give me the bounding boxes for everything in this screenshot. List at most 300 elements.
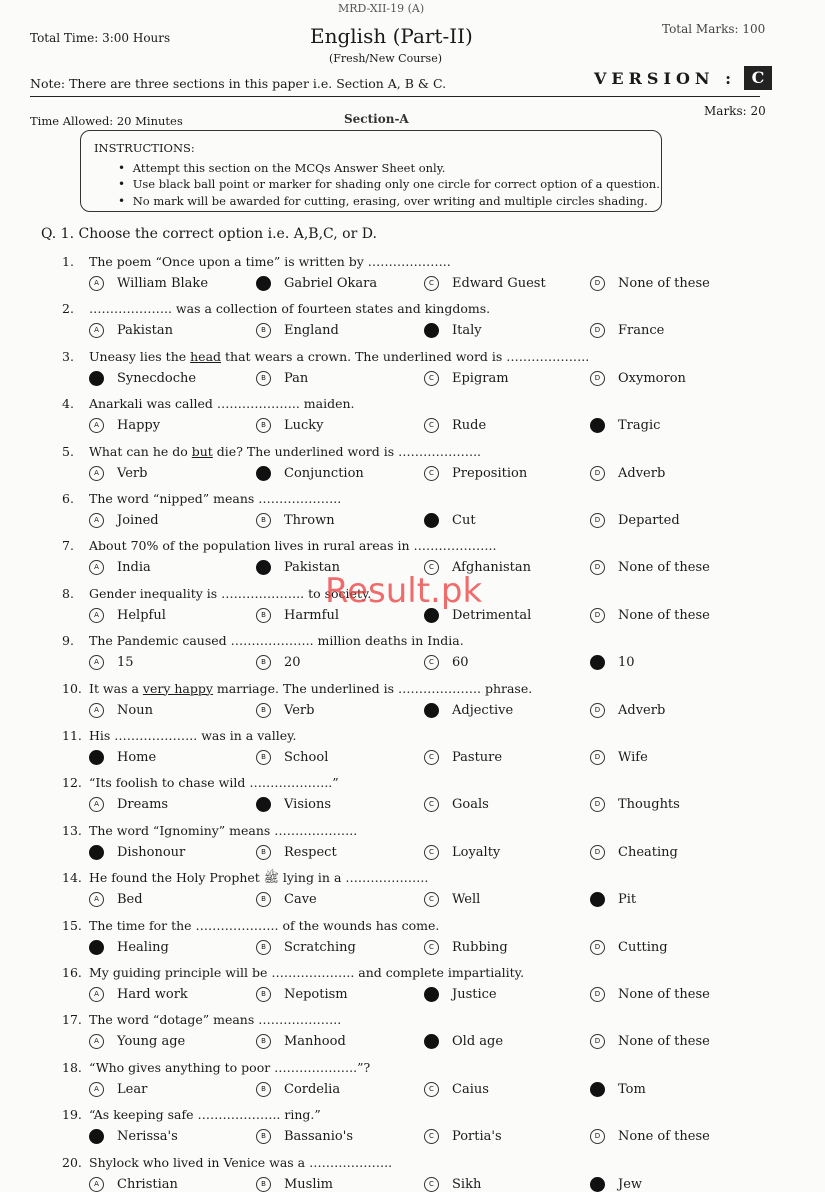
option-b — [256, 845, 337, 860]
question-text — [89, 444, 481, 459]
option-d — [590, 1129, 710, 1144]
option-label: Tom — [618, 1081, 646, 1097]
bubble-icon: B — [256, 940, 271, 955]
option-b — [256, 703, 314, 718]
filled-bubble-icon: C — [424, 1034, 439, 1049]
option-d — [590, 987, 710, 1002]
option-a — [89, 608, 166, 623]
option-label: Cordelia — [284, 1081, 341, 1097]
bubble-icon: D — [590, 1034, 605, 1049]
question-number: 12. — [62, 775, 82, 791]
question-text — [89, 491, 341, 506]
option-label: Oxymoron — [618, 370, 686, 386]
option-a — [89, 560, 151, 575]
filled-bubble-icon: D — [590, 892, 605, 907]
option-d — [590, 560, 710, 575]
bubble-icon: C — [424, 1177, 439, 1192]
instruction-line: • Use black ball point or marker for shading only one circle for correct option of a question. — [118, 177, 660, 191]
bubble-icon: A — [89, 987, 104, 1002]
option-label: Adverb — [618, 465, 666, 481]
option-label: Verb — [284, 702, 315, 718]
option-c — [424, 845, 500, 860]
question-text — [89, 301, 490, 316]
bubble-icon: A — [89, 655, 104, 670]
option-label: Rude — [452, 418, 487, 434]
option-label: Cheating — [618, 844, 678, 860]
option-c — [424, 987, 497, 1002]
option-label: Portia's — [452, 1129, 502, 1145]
option-b — [256, 987, 348, 1002]
option-a — [89, 276, 208, 291]
option-label: Preposition — [452, 465, 528, 481]
question-text-part: “Its foolish to chase wild ………………..” — [89, 775, 339, 791]
option-a — [89, 845, 185, 860]
question-text — [89, 633, 464, 648]
bubble-icon: C — [424, 892, 439, 907]
option-label: Departed — [618, 513, 680, 528]
bubble-icon: C — [424, 655, 439, 670]
option-label: None of these — [618, 987, 710, 1002]
question-number: 10. — [62, 680, 82, 696]
bubble-icon: A — [89, 797, 104, 812]
option-label: Manhood — [284, 1034, 346, 1050]
option-label: Adjective — [452, 702, 514, 718]
question-text — [89, 1155, 392, 1170]
option-label: Home — [117, 750, 157, 765]
bubble-icon: D — [590, 466, 605, 481]
option-label: None of these — [618, 560, 710, 576]
instruction-line: • No mark will be awarded for cutting, erasing, over writing and multiple circles shading. — [118, 194, 648, 208]
bubble-icon: C — [424, 1129, 439, 1144]
question-text — [89, 870, 428, 889]
option-c — [424, 418, 486, 433]
question-text-part: Anarkali was called ……………….. maiden. — [89, 396, 355, 412]
option-label: Muslim — [284, 1176, 333, 1192]
option-c — [424, 797, 489, 812]
question-text-part: Uneasy lies the — [89, 348, 191, 364]
option-a — [89, 1034, 185, 1049]
option-label: School — [284, 750, 329, 765]
option-label: Nepotism — [284, 987, 348, 1002]
bubble-icon: D — [590, 323, 605, 338]
option-label: Lear — [117, 1081, 148, 1097]
filled-bubble-icon: A — [89, 750, 104, 765]
filled-bubble-icon: D — [590, 418, 605, 433]
bubble-icon: B — [256, 371, 271, 386]
bubble-icon: D — [590, 371, 605, 386]
course-label: (Fresh/New Course) — [329, 52, 443, 65]
option-label: Pan — [284, 370, 309, 386]
bubble-icon: B — [256, 655, 271, 670]
option-a — [89, 1129, 178, 1144]
option-label: Helpful — [117, 607, 166, 623]
bubble-icon: A — [89, 323, 104, 338]
question-number: 16. — [62, 965, 82, 980]
question-text — [89, 1107, 321, 1122]
option-a — [89, 892, 143, 907]
option-label: Healing — [117, 939, 169, 955]
question-text — [89, 396, 355, 411]
filled-bubble-icon: C — [424, 323, 439, 338]
option-a — [89, 418, 160, 433]
question-text — [89, 728, 296, 743]
option-b — [256, 1082, 340, 1097]
option-label: Afghanistan — [452, 560, 531, 576]
option-label: Epigram — [452, 370, 509, 386]
option-label: Scratching — [284, 939, 356, 955]
option-label: None of these — [618, 276, 710, 291]
option-label: Bassanio's — [284, 1129, 353, 1145]
option-b — [256, 513, 335, 528]
option-b — [256, 323, 339, 338]
option-a — [89, 1177, 178, 1192]
option-label: Lucky — [284, 418, 324, 434]
option-label: Caius — [452, 1081, 489, 1097]
instruction-line: • Attempt this section on the MCQs Answer Sheet only. — [118, 161, 446, 175]
option-label: India — [117, 560, 151, 576]
option-c — [424, 276, 546, 291]
bubble-icon: A — [89, 1082, 104, 1097]
option-label: Conjunction — [284, 465, 364, 481]
version-badge: C — [744, 66, 772, 90]
option-b — [256, 750, 328, 765]
option-d — [590, 703, 665, 718]
question-number: 5. — [62, 443, 74, 459]
bubble-icon: C — [424, 845, 439, 860]
option-d — [590, 513, 680, 528]
question-number: 1. — [62, 254, 74, 269]
bubble-icon: A — [89, 1034, 104, 1049]
filled-bubble-icon: C — [424, 608, 439, 623]
option-label: Noun — [117, 702, 153, 718]
option-d — [590, 276, 710, 291]
filled-bubble-icon: A — [89, 845, 104, 860]
bubble-icon: A — [89, 466, 104, 481]
option-c — [424, 1082, 489, 1097]
option-b — [256, 1034, 346, 1049]
bubble-icon: A — [89, 608, 104, 623]
question-number: 3. — [62, 348, 74, 364]
question-text-part: die? The underlined word is ……………….. — [212, 443, 482, 459]
option-d — [590, 655, 635, 670]
bubble-icon: D — [590, 513, 605, 528]
option-b — [256, 655, 301, 670]
option-b — [256, 418, 324, 433]
bubble-icon: D — [590, 560, 605, 575]
option-label: England — [284, 323, 339, 339]
filled-bubble-icon: A — [89, 940, 104, 955]
option-d — [590, 1034, 710, 1049]
option-label: Visions — [284, 797, 332, 813]
option-label: Thrown — [284, 513, 335, 528]
option-a — [89, 797, 168, 812]
option-label: 15 — [117, 655, 134, 671]
bubble-icon: D — [590, 940, 605, 955]
question-text — [89, 965, 524, 980]
option-label: Edward Guest — [452, 276, 546, 291]
question-text — [89, 681, 532, 696]
option-c — [424, 371, 509, 386]
option-a — [89, 513, 159, 528]
option-label: Joined — [117, 513, 159, 528]
filled-bubble-icon: C — [424, 987, 439, 1002]
question-text — [89, 254, 451, 269]
option-b — [256, 797, 331, 812]
bubble-icon: C — [424, 1082, 439, 1097]
option-d — [590, 608, 710, 623]
option-a — [89, 1082, 147, 1097]
filled-bubble-icon: D — [590, 1082, 605, 1097]
bubble-icon: A — [89, 276, 104, 291]
option-a — [89, 323, 173, 338]
option-label: Cut — [452, 513, 476, 528]
option-label: Justice — [452, 987, 497, 1002]
instructions-heading: INSTRUCTIONS: — [94, 141, 195, 155]
question-number: 6. — [62, 491, 74, 506]
total-marks: Total Marks: 100 — [662, 22, 766, 36]
option-a — [89, 940, 169, 955]
paper-code: MRD-XII-19 (A) — [338, 2, 425, 15]
option-d — [590, 845, 678, 860]
bubble-icon: B — [256, 845, 271, 860]
bubble-icon: C — [424, 371, 439, 386]
question-text-part: “Who gives anything to poor ………………..”? — [89, 1059, 371, 1075]
question-text-part: About 70% of the population lives in rural areas in ……………….. — [89, 538, 497, 554]
bubble-icon: D — [590, 1129, 605, 1144]
bubble-icon: A — [89, 703, 104, 718]
bubble-icon: C — [424, 418, 439, 433]
version-block — [594, 66, 772, 90]
question-text — [89, 538, 496, 553]
bubble-icon: B — [256, 892, 271, 907]
filled-bubble-icon: A — [89, 371, 104, 386]
option-label: Christian — [117, 1176, 178, 1192]
section-marks: Marks: 20 — [704, 104, 766, 118]
option-a — [89, 703, 153, 718]
option-a — [89, 987, 188, 1002]
option-label: Young age — [117, 1034, 186, 1050]
question-text-part: My guiding principle will be ……………….. and complete impartiality. — [89, 965, 525, 980]
bubble-icon: C — [424, 466, 439, 481]
filled-bubble-icon: D — [590, 655, 605, 670]
option-label: Cave — [284, 892, 317, 908]
bubble-icon: B — [256, 418, 271, 433]
option-label: Respect — [284, 844, 337, 860]
option-c — [424, 466, 527, 481]
bubble-icon: B — [256, 323, 271, 338]
option-label: Bed — [117, 892, 143, 908]
option-label: Happy — [117, 418, 161, 434]
question-number: 20. — [62, 1154, 82, 1170]
option-a — [89, 371, 196, 386]
question-number: 2. — [62, 301, 74, 317]
underlined-word: very happy — [142, 680, 213, 696]
option-c — [424, 1177, 481, 1192]
option-c — [424, 940, 508, 955]
option-c — [424, 750, 502, 765]
filled-bubble-icon: C — [424, 513, 439, 528]
bubble-icon: A — [89, 892, 104, 907]
option-a — [89, 655, 134, 670]
option-label: Goals — [452, 797, 489, 813]
option-b — [256, 371, 308, 386]
option-d — [590, 371, 686, 386]
filled-bubble-icon: B — [256, 276, 271, 291]
option-label: 20 — [284, 655, 301, 671]
option-label: Pakistan — [284, 560, 340, 576]
option-label: Pit — [618, 892, 637, 908]
question-text-part: The time for the ……………….. of the wounds has come. — [89, 917, 440, 933]
bubble-icon: A — [89, 560, 104, 575]
option-label: Dreams — [117, 797, 169, 813]
option-b — [256, 940, 356, 955]
question-number: 11. — [62, 728, 82, 743]
option-label: Synecdoche — [117, 370, 197, 386]
bubble-icon: D — [590, 845, 605, 860]
option-d — [590, 418, 660, 433]
question-number: 13. — [62, 822, 82, 838]
question-text-part: The Pandemic caused ……………….. million deaths in India. — [89, 633, 464, 649]
question-text-part: Shylock who lived in Venice was a ……………….. — [89, 1154, 393, 1170]
option-label: Nerissa's — [117, 1129, 178, 1145]
option-label: Gabriel Okara — [284, 276, 378, 291]
question-text-part: Gender inequality is ……………….. to society. — [89, 585, 372, 601]
question-text — [89, 1060, 370, 1075]
option-label: Italy — [452, 323, 482, 339]
question-text-part: He found the Holy Prophet ﷺ lying in a ……………….. — [89, 870, 429, 886]
option-d — [590, 750, 648, 765]
option-d — [590, 1177, 642, 1192]
bubble-icon: D — [590, 797, 605, 812]
bullet-icon: • — [118, 177, 133, 191]
sections-note: Note: There are three sections in this paper i.e. Section A, B & C. — [30, 76, 447, 91]
bubble-icon: B — [256, 987, 271, 1002]
bubble-icon: B — [256, 513, 271, 528]
section-title: Section-A — [344, 112, 409, 126]
option-c — [424, 892, 480, 907]
option-label: Adverb — [618, 702, 666, 718]
question-number: 7. — [62, 538, 74, 554]
bubble-icon: D — [590, 703, 605, 718]
bubble-icon: C — [424, 750, 439, 765]
bubble-icon: C — [424, 940, 439, 955]
question-text — [89, 349, 589, 364]
option-label: Tragic — [618, 418, 661, 434]
filled-bubble-icon: C — [424, 703, 439, 718]
option-label: Well — [452, 892, 481, 908]
bubble-icon: D — [590, 276, 605, 291]
option-b — [256, 276, 377, 291]
option-label: Sikh — [452, 1176, 482, 1192]
option-d — [590, 940, 668, 955]
bubble-icon: B — [256, 1034, 271, 1049]
header-divider — [30, 96, 760, 97]
option-label: Pakistan — [117, 323, 173, 339]
option-label: Thoughts — [618, 797, 680, 813]
question-text-part: What can he do — [89, 443, 192, 459]
bubble-icon: B — [256, 750, 271, 765]
bubble-icon: D — [590, 750, 605, 765]
question-text-part: It was a — [89, 680, 143, 696]
question-number: 4. — [62, 396, 74, 412]
option-a — [89, 750, 156, 765]
question-text-part: marriage. The underlined is ……………….. phrase. — [212, 680, 533, 696]
question-number: 17. — [62, 1012, 82, 1028]
option-d — [590, 1082, 646, 1097]
bubble-icon: B — [256, 1129, 271, 1144]
question-text-part: that wears a crown. The underlined word is ……………….. — [221, 348, 590, 364]
option-label: Loyalty — [452, 844, 501, 860]
option-label: Jew — [618, 1176, 643, 1192]
option-label: Cutting — [618, 939, 668, 955]
question-text — [89, 1012, 341, 1027]
question-number: 8. — [62, 585, 74, 601]
bubble-icon: A — [89, 1177, 104, 1192]
question-text-part: “As keeping safe ……………….. ring.” — [89, 1107, 321, 1123]
question-text-part: The word “nipped” means ……………….. — [89, 491, 342, 506]
option-label: Pasture — [452, 750, 503, 765]
question-text — [89, 823, 357, 838]
bubble-icon: A — [89, 513, 104, 528]
question-text-part: His ……………….. was in a valley. — [89, 728, 297, 743]
filled-bubble-icon: D — [590, 1177, 605, 1192]
bubble-icon: C — [424, 797, 439, 812]
bubble-icon: A — [89, 418, 104, 433]
option-label: Wife — [618, 750, 648, 765]
option-c — [424, 655, 469, 670]
option-d — [590, 466, 665, 481]
option-c — [424, 323, 482, 338]
question-text-part: The word “dotage” means ……………….. — [89, 1012, 342, 1028]
underlined-word: head — [190, 348, 222, 364]
question-text — [89, 775, 339, 790]
bubble-icon: D — [590, 608, 605, 623]
filled-bubble-icon: B — [256, 560, 271, 575]
option-label: 10 — [618, 655, 635, 671]
option-label: Harmful — [284, 607, 339, 623]
option-d — [590, 797, 680, 812]
option-label: Dishonour — [117, 844, 186, 860]
bullet-icon: • — [118, 161, 133, 175]
time-allowed: Time Allowed: 20 Minutes — [30, 114, 183, 128]
option-label: Detrimental — [452, 607, 532, 623]
bubble-icon: D — [590, 987, 605, 1002]
watermark: Result.pk — [325, 571, 483, 611]
bubble-icon: B — [256, 608, 271, 623]
question-text-part: ……………….. was a collection of fourteen states and kingdoms. — [89, 301, 491, 317]
option-label: Verb — [117, 465, 148, 481]
option-c — [424, 513, 476, 528]
option-c — [424, 703, 513, 718]
option-b — [256, 1129, 353, 1144]
option-label: Rubbing — [452, 939, 508, 955]
option-label: Old age — [452, 1034, 504, 1050]
option-c — [424, 1129, 502, 1144]
question-number: 9. — [62, 633, 74, 649]
question-text-part: The poem “Once upon a time” is written by ……………….. — [89, 254, 451, 269]
question-text — [89, 918, 439, 933]
filled-bubble-icon: B — [256, 466, 271, 481]
bubble-icon: C — [424, 276, 439, 291]
total-time: Total Time: 3:00 Hours — [30, 31, 171, 45]
option-b — [256, 1177, 333, 1192]
bullet-icon: • — [118, 194, 133, 208]
filled-bubble-icon: A — [89, 1129, 104, 1144]
option-b — [256, 466, 364, 481]
question-number: 14. — [62, 870, 82, 886]
bubble-icon: B — [256, 1082, 271, 1097]
option-label: None of these — [618, 1034, 710, 1050]
